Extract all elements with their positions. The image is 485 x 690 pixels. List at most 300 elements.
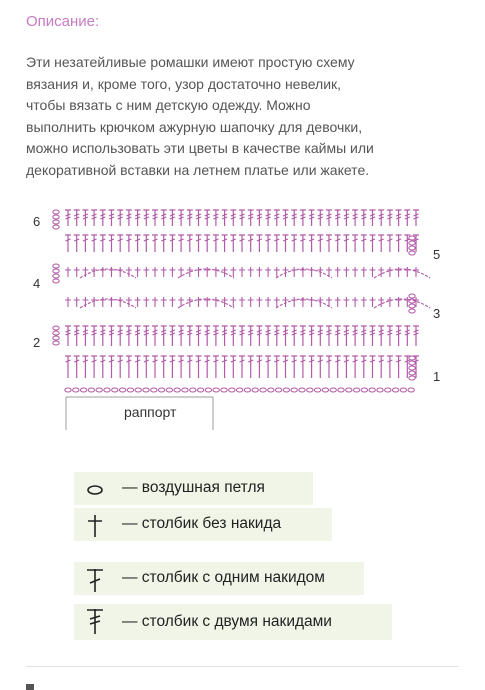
stitch-mark xyxy=(109,356,115,378)
chain-mark xyxy=(409,356,415,360)
stitch-mark xyxy=(196,326,202,346)
stitch-mark xyxy=(169,267,175,277)
stitch-mark xyxy=(343,210,349,226)
chain-mark xyxy=(53,210,59,214)
legend-item-double-crochet xyxy=(74,562,364,595)
chain-mark xyxy=(96,388,102,392)
stitch-mark xyxy=(291,235,297,252)
stitch-mark xyxy=(317,297,323,307)
stitch-mark xyxy=(161,326,167,346)
stitch-mark xyxy=(126,356,132,378)
chain-mark xyxy=(409,376,415,380)
stitch-mark xyxy=(274,235,280,252)
stitch-mark xyxy=(309,356,315,378)
legend-item-chain xyxy=(74,472,313,505)
chain-mark xyxy=(53,225,59,229)
stitch-mark xyxy=(204,326,210,346)
stitch-mark xyxy=(239,235,245,252)
stitch-mark xyxy=(309,297,315,307)
stitch-mark xyxy=(361,356,367,378)
stitch-mark xyxy=(169,235,175,252)
stitch-mark xyxy=(213,210,219,226)
chain-loop-icon xyxy=(82,475,108,503)
stitch-mark xyxy=(291,210,297,226)
stitch-mark xyxy=(126,235,132,252)
stitch-mark xyxy=(91,235,97,252)
stitch-mark xyxy=(74,210,80,226)
stitch-mark xyxy=(317,267,323,277)
chain-mark xyxy=(174,388,180,392)
stitch-mark xyxy=(126,210,132,226)
chain-mark xyxy=(53,326,59,330)
stitch-mark xyxy=(152,235,158,252)
chain-mark xyxy=(409,366,415,370)
crochet-chart xyxy=(0,200,485,440)
chain-mark xyxy=(409,294,415,298)
stitch-mark xyxy=(178,356,184,378)
stitch-mark xyxy=(135,267,141,277)
stitch-mark xyxy=(65,326,71,346)
chain-mark xyxy=(409,371,415,375)
description-line: вязания и, кроме того, узор достаточно невелик, xyxy=(26,75,342,92)
stitch-mark xyxy=(187,356,193,378)
stitch-mark xyxy=(317,356,323,378)
stitch-mark xyxy=(169,210,175,226)
stitch-mark xyxy=(152,356,158,378)
stitch-mark xyxy=(248,210,254,226)
stitch-mark xyxy=(309,267,315,277)
chain-mark xyxy=(112,388,118,392)
stitch-mark xyxy=(91,267,97,277)
chain-mark xyxy=(353,388,359,392)
stitch-mark xyxy=(352,210,358,226)
stitch-mark xyxy=(74,356,80,378)
stitch-mark xyxy=(100,297,106,307)
stitch-mark xyxy=(230,210,236,226)
stitch-mark xyxy=(65,356,71,378)
stitch-mark xyxy=(283,356,289,378)
chain-mark xyxy=(143,388,149,392)
stitch-mark xyxy=(161,297,167,307)
stitch-mark xyxy=(326,297,332,307)
chain-mark xyxy=(53,336,59,340)
stitch-mark xyxy=(317,235,323,252)
stitch-mark xyxy=(326,356,332,378)
chain-mark xyxy=(275,388,281,392)
legend-item-single-crochet xyxy=(74,508,332,541)
stitch-mark xyxy=(326,267,332,277)
stitch-mark xyxy=(204,210,210,226)
stitch-mark xyxy=(91,356,97,378)
stitch-mark xyxy=(274,356,280,378)
chain-mark xyxy=(53,279,59,283)
stitch-mark xyxy=(283,297,289,307)
row-label-6: 6 xyxy=(33,214,41,229)
stitch-mark xyxy=(335,210,341,226)
stitch-mark xyxy=(91,297,97,307)
legend-text: — столбик с двумя накидами xyxy=(122,613,332,630)
chain-mark xyxy=(213,388,219,392)
stitch-mark xyxy=(135,326,141,346)
chain-mark xyxy=(151,388,157,392)
stitch-mark xyxy=(65,210,71,226)
stitch-mark xyxy=(222,210,228,226)
chain-mark xyxy=(385,388,391,392)
stitch-mark xyxy=(135,210,141,226)
stitch-mark xyxy=(82,356,88,378)
stitch-mark xyxy=(169,356,175,378)
chain-mark xyxy=(190,388,196,392)
divider xyxy=(26,666,459,667)
stitch-mark xyxy=(335,297,341,307)
stitch-mark xyxy=(361,326,367,346)
stitch-mark xyxy=(109,297,115,307)
chain-mark xyxy=(409,251,415,255)
stitch-mark xyxy=(317,326,323,346)
stitch-grid xyxy=(53,210,430,392)
stitch-mark xyxy=(413,210,419,226)
stitch-mark xyxy=(82,267,88,277)
stitch-mark xyxy=(82,326,88,346)
stitch-mark xyxy=(82,235,88,252)
stitch-mark xyxy=(326,326,332,346)
stitch-mark xyxy=(239,210,245,226)
double-crochet-icon xyxy=(82,565,108,593)
stitch-mark xyxy=(361,235,367,252)
legend-item-treble-crochet xyxy=(74,604,392,640)
single-crochet-icon xyxy=(82,511,108,539)
stitch-mark xyxy=(239,356,245,378)
stitch-mark xyxy=(370,235,376,252)
stitch-mark xyxy=(100,210,106,226)
stitch-mark xyxy=(213,267,219,277)
chain-mark xyxy=(158,388,164,392)
stitch-mark xyxy=(187,267,193,277)
stitch-mark xyxy=(291,297,297,307)
stitch-mark xyxy=(230,267,236,277)
stitch-mark xyxy=(309,210,315,226)
stitch-mark xyxy=(143,326,149,346)
stitch-mark xyxy=(343,297,349,307)
stitch-mark xyxy=(370,210,376,226)
stitch-mark xyxy=(274,210,280,226)
stitch-mark xyxy=(100,235,106,252)
stitch-mark xyxy=(343,356,349,378)
row-label-4: 4 xyxy=(33,276,41,291)
description-line: декоративной вставки на летнем платье или жакете. xyxy=(26,161,370,178)
chain-mark xyxy=(166,388,172,392)
chain-mark xyxy=(127,388,133,392)
stitch-mark xyxy=(283,326,289,346)
stitch-mark xyxy=(343,267,349,277)
stitch-mark xyxy=(265,235,271,252)
chain-mark xyxy=(392,388,398,392)
stitch-mark xyxy=(187,210,193,226)
stitch-mark xyxy=(309,326,315,346)
stitch-mark xyxy=(143,297,149,307)
stitch-mark xyxy=(222,356,228,378)
description-line: чтобы вязать с ним детскую одежду. Можно xyxy=(26,97,311,113)
stitch-mark xyxy=(300,297,306,307)
chain-mark xyxy=(53,220,59,224)
chain-mark xyxy=(53,331,59,335)
stitch-mark xyxy=(352,356,358,378)
stitch-mark xyxy=(256,326,262,346)
chain-mark xyxy=(322,388,328,392)
stitch-mark xyxy=(300,356,306,378)
stitch-mark xyxy=(230,297,236,307)
stitch-mark xyxy=(326,210,332,226)
stitch-mark xyxy=(222,326,228,346)
stitch-mark xyxy=(335,356,341,378)
stitch-mark xyxy=(213,297,219,307)
stitch-mark xyxy=(352,235,358,252)
chain-mark xyxy=(104,388,110,392)
stitch-mark xyxy=(74,297,80,307)
stitch-mark xyxy=(248,297,254,307)
stitch-mark xyxy=(169,297,175,307)
stitch-mark xyxy=(361,210,367,226)
stitch-mark xyxy=(161,267,167,277)
stitch-mark xyxy=(352,267,358,277)
chain-mark xyxy=(88,388,94,392)
chain-mark xyxy=(291,388,297,392)
chain-mark xyxy=(260,388,266,392)
stitch-mark xyxy=(265,267,271,277)
stitch-mark xyxy=(361,267,367,277)
chain-mark xyxy=(409,309,415,313)
stitch-mark xyxy=(135,235,141,252)
stitch-mark xyxy=(152,210,158,226)
stitch-mark xyxy=(143,235,149,252)
description-text xyxy=(26,52,471,181)
stitch-mark xyxy=(265,356,271,378)
stitch-mark xyxy=(283,267,289,277)
stitch-mark xyxy=(387,326,393,346)
stitch-mark xyxy=(143,210,149,226)
stitch-mark xyxy=(187,326,193,346)
stitch-mark xyxy=(335,326,341,346)
stitch-mark xyxy=(161,235,167,252)
stitch-mark xyxy=(187,297,193,307)
chain-mark xyxy=(283,388,289,392)
stitch-mark xyxy=(404,326,410,346)
stitch-mark xyxy=(74,326,80,346)
stitch-mark xyxy=(396,356,402,378)
chain-mark xyxy=(369,388,375,392)
chain-mark xyxy=(268,388,274,392)
row-label-3: 3 xyxy=(433,306,441,321)
chain-mark xyxy=(236,388,242,392)
stitch-mark xyxy=(100,326,106,346)
stitch-mark xyxy=(387,267,393,277)
chain-mark xyxy=(361,388,367,392)
stitch-mark xyxy=(213,326,219,346)
stitch-mark xyxy=(196,297,202,307)
stitch-mark xyxy=(91,326,97,346)
stitch-mark xyxy=(152,267,158,277)
stitch-mark xyxy=(152,297,158,307)
stitch-mark xyxy=(248,326,254,346)
stitch-mark xyxy=(196,210,202,226)
stitch-mark xyxy=(248,356,254,378)
chain-mark xyxy=(244,388,250,392)
stitch-mark xyxy=(274,297,280,307)
stitch-mark xyxy=(378,356,384,378)
stitch-mark xyxy=(265,210,271,226)
stitch-mark xyxy=(300,267,306,277)
stitch-mark xyxy=(404,267,410,277)
stitch-mark xyxy=(352,326,358,346)
chain-mark xyxy=(197,388,203,392)
chain-mark xyxy=(65,388,71,392)
stitch-mark xyxy=(135,356,141,378)
stitch-mark xyxy=(109,267,115,277)
chain-mark xyxy=(408,388,414,392)
stitch-mark xyxy=(378,210,384,226)
description-line: можно использовать эти цветы в качестве каймы или xyxy=(26,140,374,156)
stitch-mark xyxy=(256,267,262,277)
stitch-mark xyxy=(291,326,297,346)
stitch-mark xyxy=(387,297,393,307)
chain-mark xyxy=(252,388,258,392)
stitch-mark xyxy=(387,235,393,252)
stitch-mark xyxy=(230,356,236,378)
stitch-mark xyxy=(178,326,184,346)
stitch-mark xyxy=(256,210,262,226)
stitch-mark xyxy=(256,297,262,307)
chain-mark xyxy=(53,269,59,273)
chain-mark xyxy=(409,246,415,250)
chain-mark xyxy=(53,341,59,345)
stitch-mark xyxy=(387,210,393,226)
stitch-mark xyxy=(335,235,341,252)
stitch-mark xyxy=(291,356,297,378)
stitch-mark xyxy=(239,297,245,307)
stitch-mark xyxy=(317,210,323,226)
stitch-mark xyxy=(343,326,349,346)
stitch-mark xyxy=(196,356,202,378)
chain-mark xyxy=(205,388,211,392)
chain-mark xyxy=(409,236,415,240)
chain-mark xyxy=(346,388,352,392)
stitch-mark xyxy=(161,210,167,226)
chain-mark xyxy=(119,388,125,392)
chain-mark xyxy=(299,388,305,392)
stitch-mark xyxy=(196,235,202,252)
stitch-mark xyxy=(370,356,376,378)
repeat-label: раппорт xyxy=(124,404,177,420)
stitch-mark xyxy=(283,210,289,226)
stitch-mark xyxy=(370,326,376,346)
stitch-mark xyxy=(204,235,210,252)
chain-mark xyxy=(377,388,383,392)
legend-text: — столбик с одним накидом xyxy=(122,569,325,586)
stitch-mark xyxy=(309,235,315,252)
chain-mark xyxy=(53,215,59,219)
stitch-mark xyxy=(143,267,149,277)
stitch-mark xyxy=(143,356,149,378)
stitch-mark xyxy=(117,297,123,307)
stitch-mark xyxy=(274,326,280,346)
stitch-mark xyxy=(396,210,402,226)
stitch-mark xyxy=(291,267,297,277)
stitch-mark xyxy=(65,267,71,277)
stitch-mark xyxy=(404,210,410,226)
stitch-mark xyxy=(178,235,184,252)
stitch-mark xyxy=(196,267,202,277)
stitch-mark xyxy=(109,326,115,346)
description-line: Эти незатейливые ромашки имеют простую схему xyxy=(26,54,355,70)
stitch-mark xyxy=(213,356,219,378)
stitch-mark xyxy=(213,235,219,252)
chain-mark xyxy=(80,388,86,392)
stitch-mark xyxy=(109,210,115,226)
stitch-mark xyxy=(378,326,384,346)
chain-mark xyxy=(135,388,141,392)
stitch-mark xyxy=(100,356,106,378)
chain-mark xyxy=(53,264,59,268)
stitch-mark xyxy=(370,297,376,307)
chain-mark xyxy=(338,388,344,392)
stitch-mark xyxy=(82,297,88,307)
description-line: выполнить крючком ажурную шапочку для девочки, xyxy=(26,118,363,135)
stitch-mark xyxy=(274,267,280,277)
stitch-mark xyxy=(117,210,123,226)
chain-mark xyxy=(221,388,227,392)
stitch-mark xyxy=(256,235,262,252)
stitch-mark xyxy=(230,326,236,346)
row-label-2: 2 xyxy=(33,335,41,350)
chain-mark xyxy=(314,388,320,392)
chain-mark xyxy=(409,241,415,245)
legend-text: — воздушная петля xyxy=(122,479,265,496)
cut-off-text xyxy=(26,684,34,690)
stitch-mark xyxy=(300,326,306,346)
stitch-mark xyxy=(74,235,80,252)
stitch-mark xyxy=(265,297,271,307)
legend-text: — столбик без накида xyxy=(122,515,282,532)
stitch-mark xyxy=(248,235,254,252)
chain-mark xyxy=(229,388,235,392)
row-label-5: 5 xyxy=(433,247,441,262)
stitch-mark xyxy=(256,356,262,378)
stitch-mark xyxy=(396,326,402,346)
stitch-mark xyxy=(239,326,245,346)
stitch-mark xyxy=(109,235,115,252)
stitch-mark xyxy=(326,235,332,252)
stitch-mark xyxy=(65,297,71,307)
stitch-mark xyxy=(413,326,419,346)
stitch-mark xyxy=(396,235,402,252)
chain-mark xyxy=(409,361,415,365)
stitch-mark xyxy=(300,210,306,226)
stitch-mark xyxy=(283,235,289,252)
stitch-mark xyxy=(343,235,349,252)
stitch-mark xyxy=(352,297,358,307)
stitch-mark xyxy=(117,356,123,378)
stitch-mark xyxy=(117,326,123,346)
chain-mark xyxy=(400,388,406,392)
stitch-mark xyxy=(387,356,393,378)
stitch-mark xyxy=(239,267,245,277)
stitch-mark xyxy=(135,297,141,307)
chain-mark xyxy=(53,274,59,278)
stitch-mark xyxy=(222,235,228,252)
stitch-mark xyxy=(65,235,71,252)
stitch-mark xyxy=(178,210,184,226)
stitch-mark xyxy=(300,235,306,252)
